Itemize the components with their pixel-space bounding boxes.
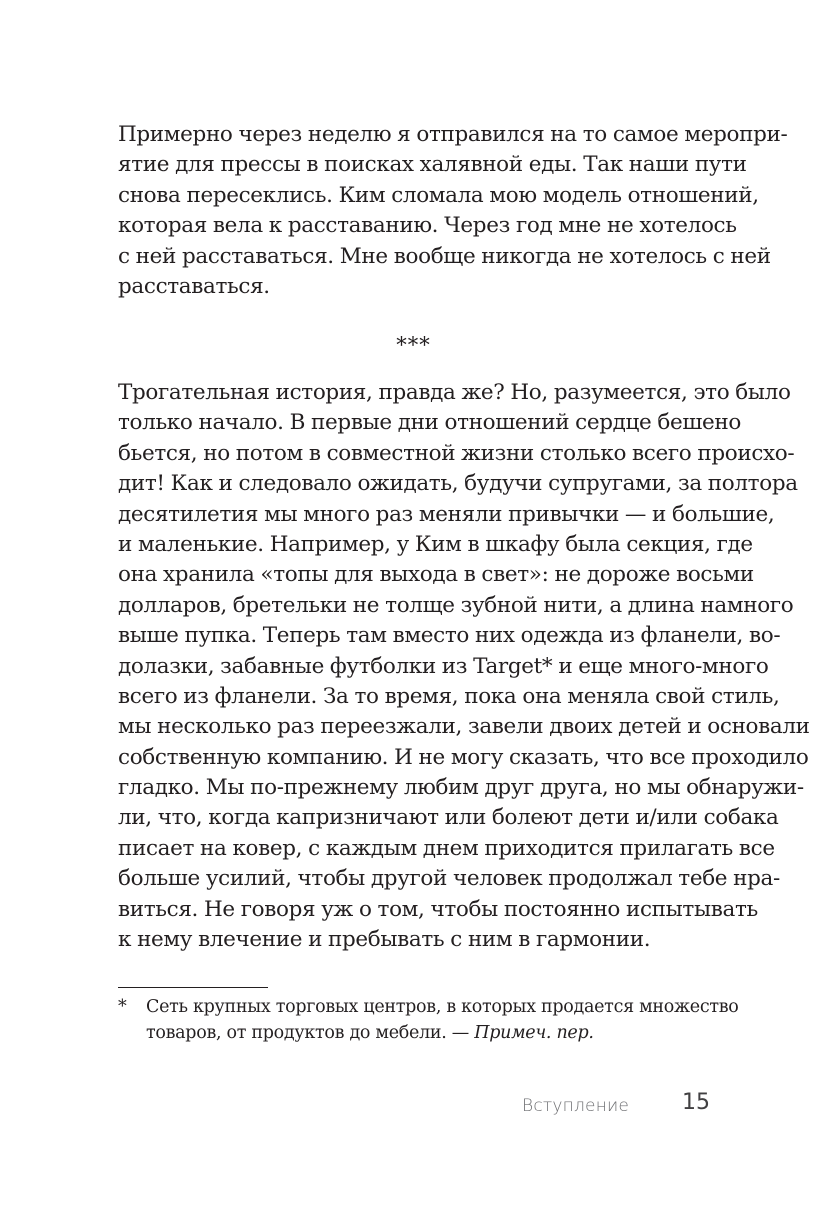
paragraph-line: ли, что, когда капризничают или болеют дети и/или собака (118, 805, 779, 831)
page-number: 15 (682, 1090, 710, 1115)
paragraph-2 (118, 378, 810, 955)
footnote-marker: * (118, 997, 127, 1017)
paragraph-line: снова пересеклись. Ким сломала мою модель отношений, (118, 182, 759, 208)
paragraph-line: собственную компанию. И не могу сказать, что все проходило (118, 744, 809, 770)
paragraph-line: выше пупка. Теперь там вместо них одежда из фланели, во- (118, 623, 781, 649)
paragraph-line: к нему влечение и пребывать с ним в гармонии. (118, 927, 651, 953)
paragraph-line: всего из фланели. За то время, пока она меняла свой стиль, (118, 683, 780, 709)
footnote-line (146, 1020, 709, 1046)
section-separator: *** (396, 333, 431, 357)
paragraph-line: ятие для прессы в поисках халявной еды. Так наши пути (118, 152, 747, 178)
footnote (118, 994, 739, 1046)
paragraph-line: с ней расставаться. Мне вообще никогда не хотелось с ней (118, 243, 771, 269)
paragraph-line: Примерно через неделю я отправился на то самое меропри- (118, 122, 788, 147)
paragraph-line: десятилетия мы много раз меняли привычки — и большие, (118, 501, 775, 527)
paragraph-line: и маленькие. Например, у Ким в шкафу была секция, где (118, 531, 753, 557)
paragraph-line: больше усилий, чтобы другой человек продолжал тебе нра- (118, 866, 780, 892)
paragraph-line: мы несколько раз переезжали, завели двоих детей и основали (118, 714, 810, 740)
paragraph-line: виться. Не говоря уж о том, чтобы постоянно испытывать (118, 896, 758, 922)
paragraph-line: долазки, забавные футболки из Target* и еще много-много (118, 653, 769, 679)
paragraph-line: писает на ковер, с каждым днем приходится прилагать все (118, 835, 775, 861)
footnote-line: Сеть крупных торговых центров, в которых продается множество (146, 997, 739, 1017)
paragraph-line: она хранила «топы для выхода в свет»: не дороже восьми (118, 562, 754, 588)
paragraph-line: бьется, но потом в совместной жизни столько всего происхо- (118, 440, 795, 466)
running-footer (494, 1090, 710, 1124)
footnote-line-text: товаров, от продуктов до мебели. — (146, 1023, 469, 1043)
paragraph-line: только начало. В первые дни отношений сердце бешено (118, 410, 741, 436)
paragraph-line: долларов, бретельки не толще зубной нити, а длина намного (118, 592, 794, 618)
paragraph-line: расставаться. (118, 273, 270, 299)
paragraph-line: Трогательная история, правда же? Но, разумеется, это было (118, 380, 791, 405)
section-title: Вступление (522, 1096, 630, 1116)
footnote-text (146, 994, 739, 1046)
paragraph-line: дит! Как и следовало ожидать, будучи супругами, за полтора (118, 471, 798, 497)
footnote-divider (118, 987, 268, 988)
paragraph-1 (118, 120, 788, 302)
translator-note: Примеч. пер. (474, 1023, 594, 1043)
paragraph-line: гладко. Мы по-прежнему любим друг друга, но мы обнаружи- (118, 775, 804, 801)
paragraph-line: которая вела к расставанию. Через год мне не хотелось (118, 213, 737, 239)
